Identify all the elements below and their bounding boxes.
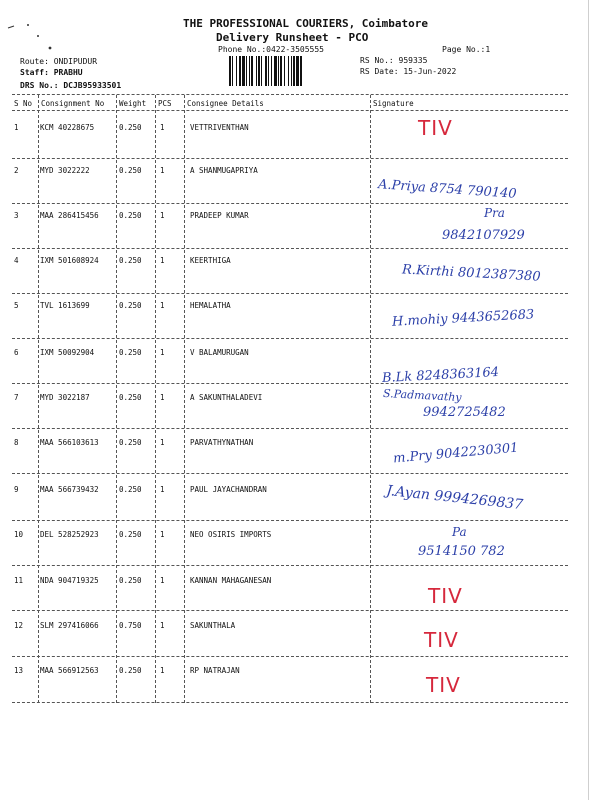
row-sno: 11 [14,576,24,585]
signature-3-phone: 9842107929 [442,228,525,243]
row-weight: 0.750 [119,621,142,630]
row-consignee: RP NATRAJAN [190,666,240,675]
row-weight: 0.250 [119,301,142,310]
row-pcs: 1 [160,301,165,310]
row-divider [12,158,568,159]
col-header-consignment: Consignment No [41,99,105,108]
row-consignment: DEL 528252923 [40,530,99,539]
row-consignment: TVL 1613699 [40,301,90,310]
row-sno: 9 [14,485,19,494]
row-pcs: 1 [160,393,165,402]
signature-7-phone: 9942725482 [423,405,506,420]
row-pcs: 1 [160,576,165,585]
row-weight: 0.250 [119,123,142,132]
row-consignee: A SHANMUGAPRIYA [190,166,258,175]
row-consignment: MAA 566912563 [40,666,99,675]
row-sno: 13 [14,666,24,675]
row-divider [12,473,568,474]
signature-5: H.mohiy 9443652683 [391,307,535,330]
row-consignee: SAKUNTHALA [190,621,236,630]
signature-2: A.Priya 8754 790140 [377,177,518,202]
row-sno: 8 [14,438,19,447]
barcode [229,56,358,86]
row-divider [12,428,568,429]
row-consignee: V BALAMURUGAN [190,348,249,357]
row-consignment: MYD 3022187 [40,393,90,402]
row-divider [12,338,568,339]
signature-7-name: S.Padmavathy [382,386,462,405]
row-weight: 0.250 [119,438,142,447]
signature-10-mark: Pa [452,525,467,539]
row-consignee: PRADEEP KUMAR [190,211,249,220]
row-pcs: 1 [160,485,165,494]
row-weight: 0.250 [119,485,142,494]
row-weight: 0.250 [119,530,142,539]
row-pcs: 1 [160,123,165,132]
company-title: THE PROFESSIONAL COURIERS, Coimbatore [183,17,429,30]
row-consignment: IXM 501608924 [40,256,99,265]
column-divider [184,95,185,703]
signature-13: TIV [426,673,461,697]
row-consignment: MAA 286415456 [40,211,99,220]
col-header-consignee: Consignee Details [187,99,264,108]
col-header-weight: Weight [119,99,147,108]
route: Route: ONDIPUDUR [20,57,98,66]
row-weight: 0.250 [119,666,142,675]
barcode-bar [300,56,302,86]
row-consignment: MYD 3022222 [40,166,90,175]
table-top-rule [12,94,568,95]
column-divider [38,95,39,703]
col-header-signature: Signature [373,99,414,108]
row-sno: 3 [14,211,19,220]
staff: Staff: PRABHU [20,68,83,77]
row-consignee: HEMALATHA [190,301,231,310]
row-weight: 0.250 [119,166,142,175]
row-weight: 0.250 [119,393,142,402]
column-divider [370,95,371,703]
row-consignee: A SAKUNTHALADEVI [190,393,263,402]
row-sno: 1 [14,123,19,132]
rs-number: RS No.: 959335 [360,56,428,65]
table-header-rule [12,110,568,111]
row-consignment: SLM 297416066 [40,621,99,630]
row-pcs: 1 [160,166,165,175]
signature-3-mark: Pra [484,206,505,220]
column-divider [116,95,117,703]
row-weight: 0.250 [119,256,142,265]
col-header-sno: S No [14,99,33,108]
row-consignment: MAA 566739432 [40,485,99,494]
row-pcs: 1 [160,211,165,220]
scan-marks [6,22,56,52]
page-edge [588,0,589,800]
row-pcs: 1 [160,621,165,630]
row-consignee: PAUL JAYACHANDRAN [190,485,267,494]
row-sno: 7 [14,393,19,402]
signature-8: m.Pry 9042230301 [392,440,520,467]
row-consignee: PARVATHYNATHAN [190,438,254,447]
signature-9: J.Ayan 9994269837 [385,482,524,514]
row-divider [12,656,568,657]
row-weight: 0.250 [119,211,142,220]
signature-4: R.Kirthi 8012387380 [401,262,541,285]
table-bottom-rule [12,702,568,703]
row-consignee: KANNAN MAHAGANESAN [190,576,272,585]
signature-12: TIV [424,628,459,652]
row-divider [12,293,568,294]
row-consignee: KEERTHIGA [190,256,231,265]
row-consignment: NDA 904719325 [40,576,99,585]
column-divider [155,95,156,703]
row-pcs: 1 [160,666,165,675]
signature-6: B.Lk 8248363164 [381,364,500,387]
row-sno: 2 [14,166,19,175]
row-pcs: 1 [160,530,165,539]
row-consignee: NEO OSIRIS IMPORTS [190,530,272,539]
row-divider [12,520,568,521]
page-number: Page No.:1 [442,45,491,54]
row-sno: 4 [14,256,19,265]
drs-number: DRS No.: DCJB95933501 [20,81,122,90]
sheet-title: Delivery Runsheet - PCO [216,31,369,44]
row-consignee: VETTRIVENTHAN [190,123,249,132]
signature-1: TIV [418,116,453,140]
row-pcs: 1 [160,348,165,357]
row-pcs: 1 [160,438,165,447]
signature-11: TIV [428,584,463,608]
row-divider [12,610,568,611]
row-divider [12,565,568,566]
row-consignment: MAA 566103613 [40,438,99,447]
row-weight: 0.250 [119,576,142,585]
phone-number: Phone No.:0422-3505555 [218,45,324,54]
signature-10-phone: 9514150 782 [418,544,505,559]
row-sno: 12 [14,621,24,630]
row-weight: 0.250 [119,348,142,357]
row-consignment: KCM 40228675 [40,123,95,132]
row-divider [12,203,568,204]
row-sno: 10 [14,530,24,539]
row-divider [12,383,568,384]
row-divider [12,248,568,249]
col-header-pcs: PCS [158,99,172,108]
rs-date: RS Date: 15-Jun-2022 [360,67,457,76]
row-sno: 5 [14,301,19,310]
row-sno: 6 [14,348,19,357]
row-consignment: IXM 50092904 [40,348,95,357]
row-pcs: 1 [160,256,165,265]
